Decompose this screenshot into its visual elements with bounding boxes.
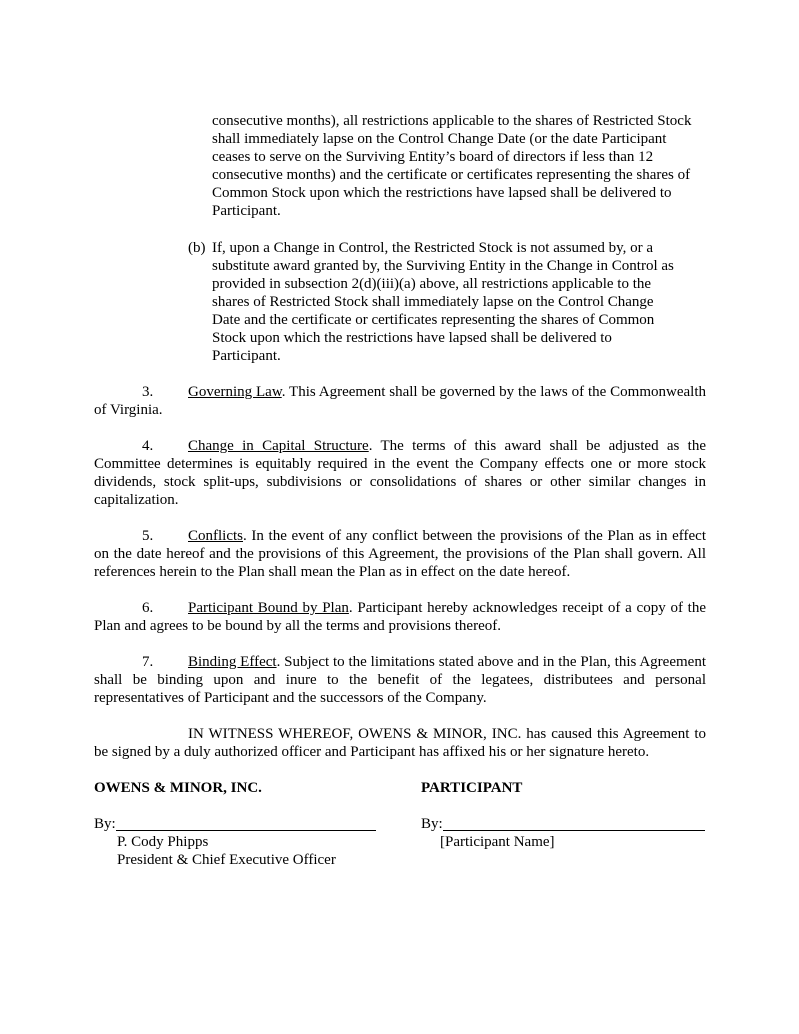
continuation-line: consecutive months) and the certificate or certificates representing the shares of bbox=[212, 167, 691, 183]
section-body: . The terms of this award shall be adjusted as the Committee determines is equitably required in the event the Company effects one or more stock dividends, stock split-ups, subdivisions or consolidations of shares or other similar changes in capitalization. bbox=[94, 438, 707, 508]
witness-clause: IN WITNESS WHEREOF, OWENS & MINOR, INC. has caused this Agreement to be signed by a duly authorized officer and Participant has affixed his or her signature hereto. bbox=[94, 726, 706, 760]
participant-signature-row bbox=[421, 815, 705, 833]
section-governing-law bbox=[94, 383, 706, 419]
section-body: . Subject to the limitations stated above and in the Plan, this Agreement shall be binding upon and inure to the benefit of the legatees, distributees and personal representatives of Participant and the successors of the Company. bbox=[94, 654, 706, 706]
continuation-line: Common Stock upon which the restrictions have lapsed shall be delivered to bbox=[212, 185, 672, 201]
section-conflicts bbox=[94, 527, 706, 581]
section-number: 6. bbox=[142, 600, 154, 616]
section-heading: Governing Law bbox=[188, 384, 282, 400]
participant-signer bbox=[440, 833, 555, 851]
subsection-text bbox=[212, 239, 707, 365]
subsection-line: provided in subsection 2(d)(iii)(a) above, all restrictions applicable to the bbox=[212, 276, 652, 292]
section-body: . Participant hereby acknowledges receipt of a copy of the Plan and agrees to be bound by all the terms and provisions thereof. bbox=[94, 600, 707, 634]
subsection-line: substitute award granted by, the Surviving Entity in the Change in Control as bbox=[212, 258, 674, 274]
company-signature-title: OWENS & MINOR, INC. bbox=[94, 780, 262, 796]
participant-signature-line[interactable] bbox=[443, 815, 705, 831]
continuation-line: shall immediately lapse on the Control Change Date (or the date Participant bbox=[212, 131, 667, 147]
company-signature-line[interactable] bbox=[116, 815, 376, 831]
section-number: 3. bbox=[142, 384, 154, 400]
subsection-marker: (b) bbox=[188, 240, 206, 256]
subsection-line: shares of Restricted Stock shall immediately lapse on the Control Change bbox=[212, 294, 654, 310]
subsection-line: If, upon a Change in Control, the Restricted Stock is not assumed by, or a bbox=[212, 240, 654, 256]
section-body: . In the event of any conflict between the provisions of the Plan as in effect on the date hereof and the provisions of this Agreement, the provisions of the Plan shall govern. All references herein to the Plan shall mean the Plan as in effect on the date hereof. bbox=[94, 528, 706, 580]
section-participant-bound bbox=[94, 599, 706, 635]
participant-signature-title: PARTICIPANT bbox=[421, 780, 523, 796]
company-signer bbox=[117, 833, 336, 869]
section-number: 7. bbox=[142, 654, 154, 670]
section-heading: Change in Capital Structure bbox=[188, 438, 369, 454]
continuation-line: ceases to serve on the Surviving Entity’s board of directors if less than 12 bbox=[212, 149, 654, 165]
section-heading: Binding Effect bbox=[188, 654, 277, 670]
section-capital-structure bbox=[94, 437, 706, 509]
continuation-paragraph bbox=[212, 112, 707, 220]
section-heading: Participant Bound by Plan bbox=[188, 600, 349, 616]
section-number: 5. bbox=[142, 528, 154, 544]
section-binding-effect bbox=[94, 653, 706, 707]
participant-signer-name: [Participant Name] bbox=[440, 834, 555, 850]
section-heading: Conflicts bbox=[188, 528, 243, 544]
company-signer-position: President & Chief Executive Officer bbox=[117, 852, 336, 868]
subsection-line: Participant. bbox=[212, 348, 281, 364]
continuation-line: consecutive months), all restrictions applicable to the shares of Restricted Stock bbox=[212, 113, 692, 129]
section-body: . This Agreement shall be governed by the laws of the Commonwealth of Virginia. bbox=[94, 384, 706, 418]
continuation-line: Participant. bbox=[212, 203, 281, 219]
company-signer-name: P. Cody Phipps bbox=[117, 834, 209, 850]
subsection-b bbox=[188, 239, 707, 365]
section-number: 4. bbox=[142, 438, 154, 454]
company-by-label: By: bbox=[94, 816, 116, 832]
subsection-line: Stock upon which the restrictions have lapsed shall be delivered to bbox=[212, 330, 612, 346]
participant-by-label: By: bbox=[421, 816, 443, 832]
subsection-line: Date and the certificate or certificates representing the shares of Common bbox=[212, 312, 655, 328]
company-signature-row bbox=[94, 815, 376, 833]
